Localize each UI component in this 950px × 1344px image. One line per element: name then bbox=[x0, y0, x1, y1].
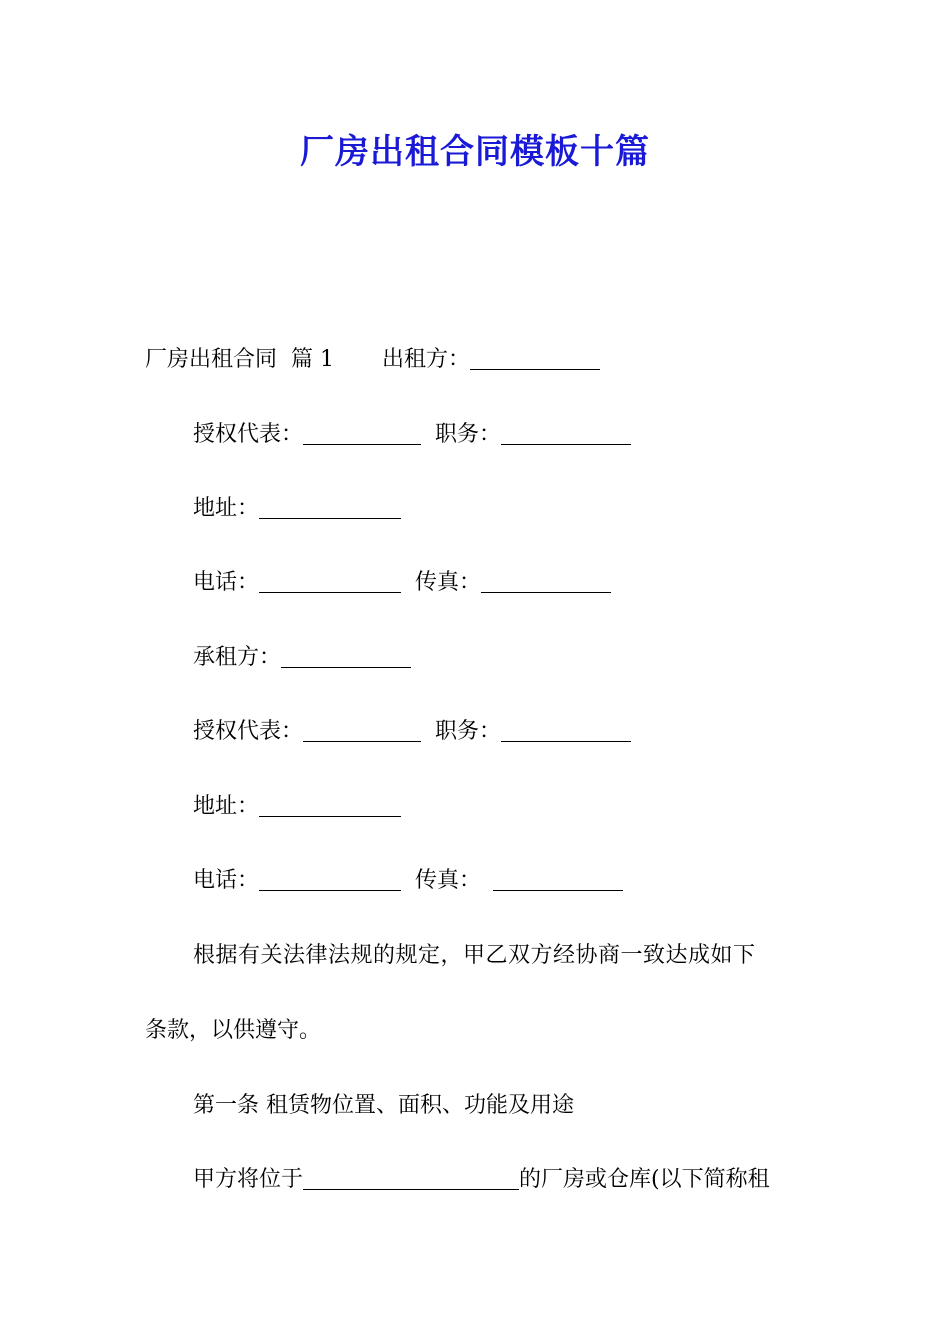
position-label: 职务： bbox=[435, 719, 502, 744]
address-blank bbox=[259, 496, 401, 519]
article-1-text-start: 甲方将位于 bbox=[193, 1167, 304, 1192]
document-title: 厂房出租合同模板十篇 bbox=[300, 132, 650, 172]
lessor-line bbox=[145, 345, 600, 375]
lessee-address-line bbox=[193, 792, 401, 822]
lessor-address-line bbox=[193, 494, 401, 524]
lessor-representative-line bbox=[193, 420, 631, 450]
article-1-text-end: 的厂房或仓库(以下简称租 bbox=[519, 1167, 770, 1192]
phone-label: 电话： bbox=[193, 868, 260, 893]
lessee-representative-line bbox=[193, 717, 631, 747]
representative-blank bbox=[303, 422, 421, 445]
lessee-contact-line bbox=[193, 866, 623, 896]
position-blank bbox=[501, 719, 631, 742]
lessor-contact-line bbox=[193, 568, 611, 598]
lessor-label: 出租方： bbox=[382, 347, 471, 372]
preamble-line-1: 根据有关法律法规的规定，甲乙双方经协商一致达成如下 bbox=[193, 943, 756, 968]
address-blank bbox=[259, 794, 401, 817]
fax-blank bbox=[481, 570, 611, 593]
contract-name: 厂房出租合同 bbox=[145, 347, 278, 372]
preamble-line-2: 条款，以供遵守。 bbox=[145, 1018, 322, 1043]
article-1-text bbox=[193, 1165, 770, 1195]
phone-label: 电话： bbox=[193, 570, 260, 595]
lessee-label: 承租方： bbox=[193, 645, 282, 670]
location-blank bbox=[303, 1167, 519, 1190]
address-label: 地址： bbox=[193, 794, 260, 819]
lessor-blank bbox=[470, 347, 600, 370]
representative-label: 授权代表： bbox=[193, 719, 304, 744]
article-1-heading: 第一条 租赁物位置、面积、功能及用途 bbox=[193, 1093, 574, 1118]
position-blank bbox=[501, 422, 631, 445]
phone-blank bbox=[259, 570, 401, 593]
lessee-blank bbox=[281, 645, 411, 668]
lessee-line bbox=[193, 643, 411, 673]
position-label: 职务： bbox=[435, 422, 502, 447]
representative-label: 授权代表： bbox=[193, 422, 304, 447]
phone-blank bbox=[259, 868, 401, 891]
address-label: 地址： bbox=[193, 496, 260, 521]
fax-blank bbox=[493, 868, 623, 891]
fax-label: 传真： bbox=[415, 570, 482, 595]
representative-blank bbox=[303, 719, 421, 742]
chapter-number: 篇 1 bbox=[291, 347, 335, 372]
fax-label: 传真： bbox=[415, 868, 482, 893]
